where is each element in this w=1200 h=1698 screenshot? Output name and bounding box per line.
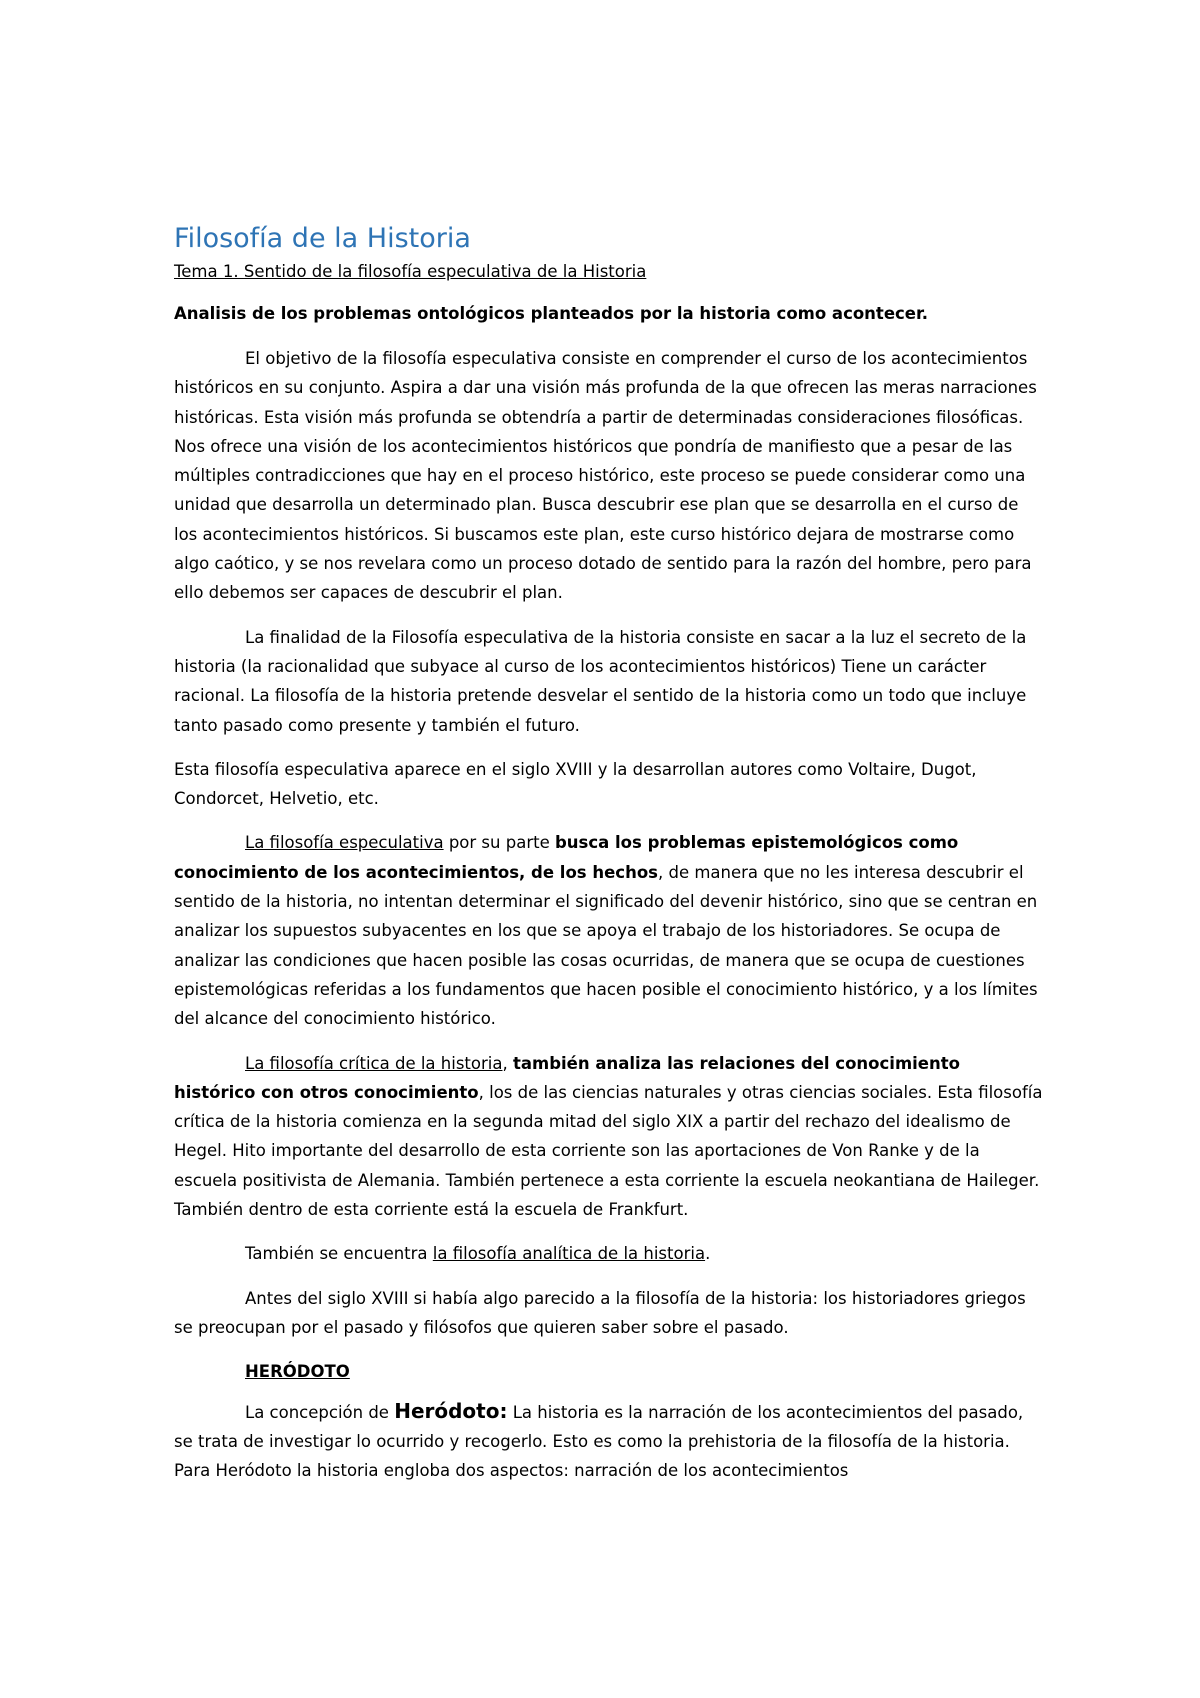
paragraph-7: Antes del siglo XVIII si había algo parecido a la filosofía de la historia: los historiadores griegos se preocupan por el pasado y filósofos que quieren saber sobre el pasado. xyxy=(174,1288,1026,1337)
text-run: , de manera que no les interesa descubrir el sentido de la historia, no intentan determinar el significado del devenir histórico, sino que se centran en analizar los supuestos subyacentes en los que se apoya el trabajo de los historiadores. Se ocupa de analizar las condiciones que hacen posible las cosas ocurridas, de manera que se ocupa de cuestiones epistemológicas referidas a los fundamentos que hacen posible el conocimiento histórico, y a los límites del alcance del conocimiento histórico. xyxy=(174,862,1038,1029)
text-run: por su parte xyxy=(443,833,555,853)
document-subtitle: Tema 1. Sentido de la filosofía especulativa de la Historia xyxy=(174,262,647,281)
paragraph-4 xyxy=(174,828,1044,1033)
section-heading: Analisis de los problemas ontológicos planteados por la historia como acontecer. xyxy=(174,304,929,323)
text-run: , los de las ciencias naturales y otras ciencias sociales. Esta filosofía crítica de la historia comienza en la segunda mitad del siglo XIX a partir del rechazo del idealismo de Hegel. Hito importante del desarrollo de esta corriente son las aportaciones de Von Ranke y de la escuela positivista de Alemania. También pertenece a esta corriente la escuela neokantiana de Haileger. También dentro de esta corriente está la escuela de Frankfurt. xyxy=(174,1082,1043,1220)
text-run: . xyxy=(705,1244,711,1264)
text-run: , xyxy=(502,1053,513,1073)
underlined-term: la filosofía analítica de la historia xyxy=(432,1244,706,1264)
paragraph-8 xyxy=(174,1397,1044,1486)
text-run: También se encuentra xyxy=(245,1244,433,1264)
paragraph-2: La finalidad de la Filosofía especulativa de la historia consiste en sacar a la luz el secreto de la historia (la racionalidad que subyace al curso de los acontecimientos históricos) Tiene un carácter racional. La filosofía de la historia pretende desvelar el sentido de la historia como un todo que incluye tanto pasado como presente y también el futuro. xyxy=(174,627,1027,735)
paragraph-3: Esta filosofía especulativa aparece en el siglo XVIII y la desarrollan autores como Voltaire, Dugot, Condorcet, Helvetio, etc. xyxy=(174,759,977,809)
herodoto-heading: HERÓDOTO xyxy=(245,1362,350,1382)
bold-run: también analiza las relaciones del conocimiento histórico con otros conocimiento xyxy=(174,1053,960,1102)
text-run: La historia es la narración de los acontecimientos del pasado, se trata de investigar lo ocurrido y recogerlo. Esto es como la prehistoria de la filosofía de la historia. Para Heródoto la historia engloba dos aspectos: narración de los acontecimientos xyxy=(174,1402,1024,1481)
text-run: La concepción de xyxy=(245,1402,395,1422)
document-title: Filosofía de la Historia xyxy=(174,223,471,254)
document-page xyxy=(174,218,1044,1500)
bold-large-run: Heródoto: xyxy=(394,1398,508,1423)
paragraph-5 xyxy=(174,1049,1044,1225)
paragraph-1: El objetivo de la filosofía especulativa consiste en comprender el curso de los acontecimientos históricos en su conjunto. Aspira a dar una visión más profunda de la que ofrecen las meras narraciones históricas. Esta visión más profunda se obtendría a partir de determinadas consideraciones filosóficas. Nos ofrece una visión de los acontecimientos históricos que pondría de manifiesto que a pesar de las múltiples contradicciones que hay en el proceso histórico, este proceso se puede considerar como una unidad que desarrolla un determinado plan. Busca descubrir ese plan que se desarrolla en el curso de los acontecimientos históricos. Si buscamos este plan, este curso histórico dejara de mostrarse como algo caótico, y se nos revelara como un proceso dotado de sentido para la razón del hombre, pero para ello debemos ser capaces de descubrir el plan. xyxy=(174,349,1037,603)
bold-run: busca los problemas epistemológicos como conocimiento de los acontecimientos, de los hechos xyxy=(174,833,959,882)
paragraph-6 xyxy=(174,1239,1044,1268)
underlined-term: La filosofía crítica de la historia xyxy=(245,1053,503,1073)
underlined-term: La filosofía especulativa xyxy=(245,833,444,853)
